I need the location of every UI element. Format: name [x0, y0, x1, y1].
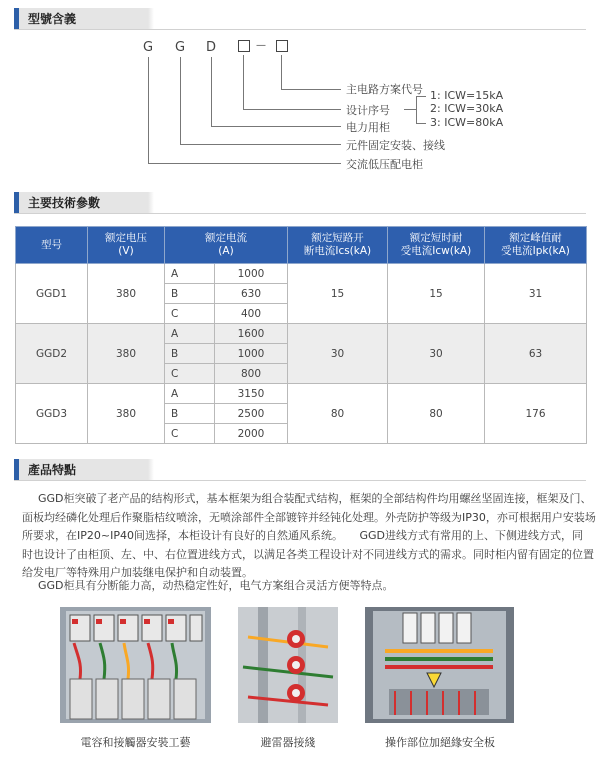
- code-letter-g2: G: [175, 40, 186, 55]
- code-letter-d: D: [206, 40, 217, 55]
- bracket-line: [416, 96, 417, 124]
- code-box-design: [238, 40, 250, 52]
- cell-current-class: B: [165, 404, 215, 424]
- leader-line: [281, 55, 282, 89]
- code-letter-g1: G: [143, 40, 154, 55]
- cell-current-value: 2500: [215, 404, 288, 424]
- leader-line: [281, 89, 341, 90]
- cell-current-class: C: [165, 424, 215, 444]
- cell-current-class: C: [165, 304, 215, 324]
- cell-ipk: 176: [485, 384, 587, 444]
- cell-current-class: B: [165, 344, 215, 364]
- spec-table: [15, 226, 587, 444]
- cell-current-class: A: [165, 324, 215, 344]
- leader-line: [148, 57, 149, 163]
- cell-model: GGD2: [16, 324, 88, 384]
- cell-current-class: C: [165, 364, 215, 384]
- icw-option-2: 2: ICW=30kA: [430, 102, 504, 115]
- photo-caption: 電容和接觸器安裝工藝: [80, 736, 191, 749]
- cell-current-class: A: [165, 384, 215, 404]
- bracket-line: [416, 96, 426, 97]
- table-header-row: [16, 227, 587, 264]
- feature-line: 所要求，在IP20~IP40间选择，本柜设计有良好的自然通风系统。 GGD进线方式有常用的上、下侧进线方式，同: [22, 529, 583, 542]
- icw-option-3: 3: ICW=80kA: [430, 116, 504, 129]
- label-fixed-install: 元件固定安装、接线: [346, 139, 445, 152]
- cell-current-value: 1000: [215, 344, 288, 364]
- model-code-diagram: [0, 0, 600, 180]
- feature-line: GGD柜具有分断能力高，动热稳定性好，电气方案组合灵活方便等特点。: [38, 579, 394, 592]
- code-box-scheme: [276, 40, 288, 52]
- insulation-board-illustration: [365, 607, 514, 723]
- feature-line: 给发电厂等特殊用户加装继电保护和自动装置。: [22, 566, 253, 579]
- cell-voltage: 380: [88, 324, 165, 384]
- leader-line: [211, 126, 341, 127]
- code-dash: —: [256, 40, 266, 51]
- section-title: 型號含義: [28, 12, 77, 26]
- cell-ipk: 63: [485, 324, 587, 384]
- label-ac-lv-cabinet: 交流低压配电柜: [346, 158, 423, 171]
- section-title: 主要技術參數: [28, 196, 101, 210]
- header-ipk: 额定峰值耐 受电流Ipk(kA): [485, 227, 587, 264]
- cell-ics: 15: [288, 264, 388, 324]
- icw-option-1: 1: ICW=15kA: [430, 89, 504, 102]
- cell-current-value: 1600: [215, 324, 288, 344]
- photo-caption: 避雷器接綫: [260, 736, 316, 749]
- cell-ics: 30: [288, 324, 388, 384]
- section-title: 產品特點: [28, 463, 77, 477]
- header-icw: 额定短时耐 受电流Icw(kA): [388, 227, 485, 264]
- capacitor-panel-illustration: [60, 607, 211, 723]
- cell-voltage: 380: [88, 264, 165, 324]
- feature-line: 时也设计了由柜顶、左、中、右位置进线方式，以满足各类工程设计对不同进线方式的需求。同时柜内留有固定的位置: [22, 547, 594, 561]
- cell-current-class: A: [165, 264, 215, 284]
- bracket-line: [404, 109, 416, 110]
- feature-paragraph-2: [22, 577, 592, 596]
- cell-ipk: 31: [485, 264, 587, 324]
- section-divider: [14, 480, 586, 481]
- header-ics: 额定短路开 断电流Ics(kA): [288, 227, 388, 264]
- label-main-circuit: 主电路方案代号: [346, 83, 423, 96]
- leader-line: [243, 109, 341, 110]
- leader-line: [243, 55, 244, 109]
- leader-line: [180, 57, 181, 144]
- leader-line: [180, 144, 341, 145]
- cell-model: GGD1: [16, 264, 88, 324]
- leader-line: [211, 57, 212, 126]
- cell-current-value: 800: [215, 364, 288, 384]
- photo-insulation-board: [365, 607, 514, 723]
- photo-caption: 操作部位加絕緣安全板: [385, 736, 495, 749]
- leader-line: [148, 163, 341, 164]
- cell-current-value: 3150: [215, 384, 288, 404]
- header-current: 额定电流 (A): [165, 227, 288, 264]
- cell-voltage: 380: [88, 384, 165, 444]
- label-power-cabinet: 电力用柜: [346, 121, 390, 134]
- photo-surge-arrester: [238, 607, 338, 723]
- section-divider: [14, 213, 586, 214]
- section-header-specs: [14, 192, 148, 213]
- cell-current-value: 2000: [215, 424, 288, 444]
- cell-current-value: 630: [215, 284, 288, 304]
- feature-paragraph: [22, 490, 596, 583]
- table-row: [16, 324, 587, 344]
- section-header-features: [14, 459, 148, 480]
- cell-current-value: 1000: [215, 264, 288, 284]
- cell-icw: 15: [388, 264, 485, 324]
- cell-current-value: 400: [215, 304, 288, 324]
- cell-ics: 80: [288, 384, 388, 444]
- cell-model: GGD3: [16, 384, 88, 444]
- cell-icw: 80: [388, 384, 485, 444]
- header-voltage: 额定电压 (V): [88, 227, 165, 264]
- table-row: [16, 384, 587, 404]
- label-design-serial: 设计序号: [346, 104, 390, 117]
- bracket-line: [416, 123, 426, 124]
- cell-icw: 30: [388, 324, 485, 384]
- cell-current-class: B: [165, 284, 215, 304]
- feature-line: 面板均经磷化处理后作聚脂桔纹喷涂，无喷涂部件全部镀锌并经钝化处理。外壳防护等级为IP30，亦可根据用户安装场: [22, 510, 596, 524]
- table-row: [16, 264, 587, 284]
- feature-line: GGD柜突破了老产品的结构形式，基本框架为组合装配式结构，框架的全部结构件均用螺丝坚固连接，框架及门、: [38, 492, 592, 505]
- photo-capacitor-contactor: [60, 607, 211, 723]
- header-model: 型号: [16, 227, 88, 264]
- surge-arrester-illustration: [238, 607, 338, 723]
